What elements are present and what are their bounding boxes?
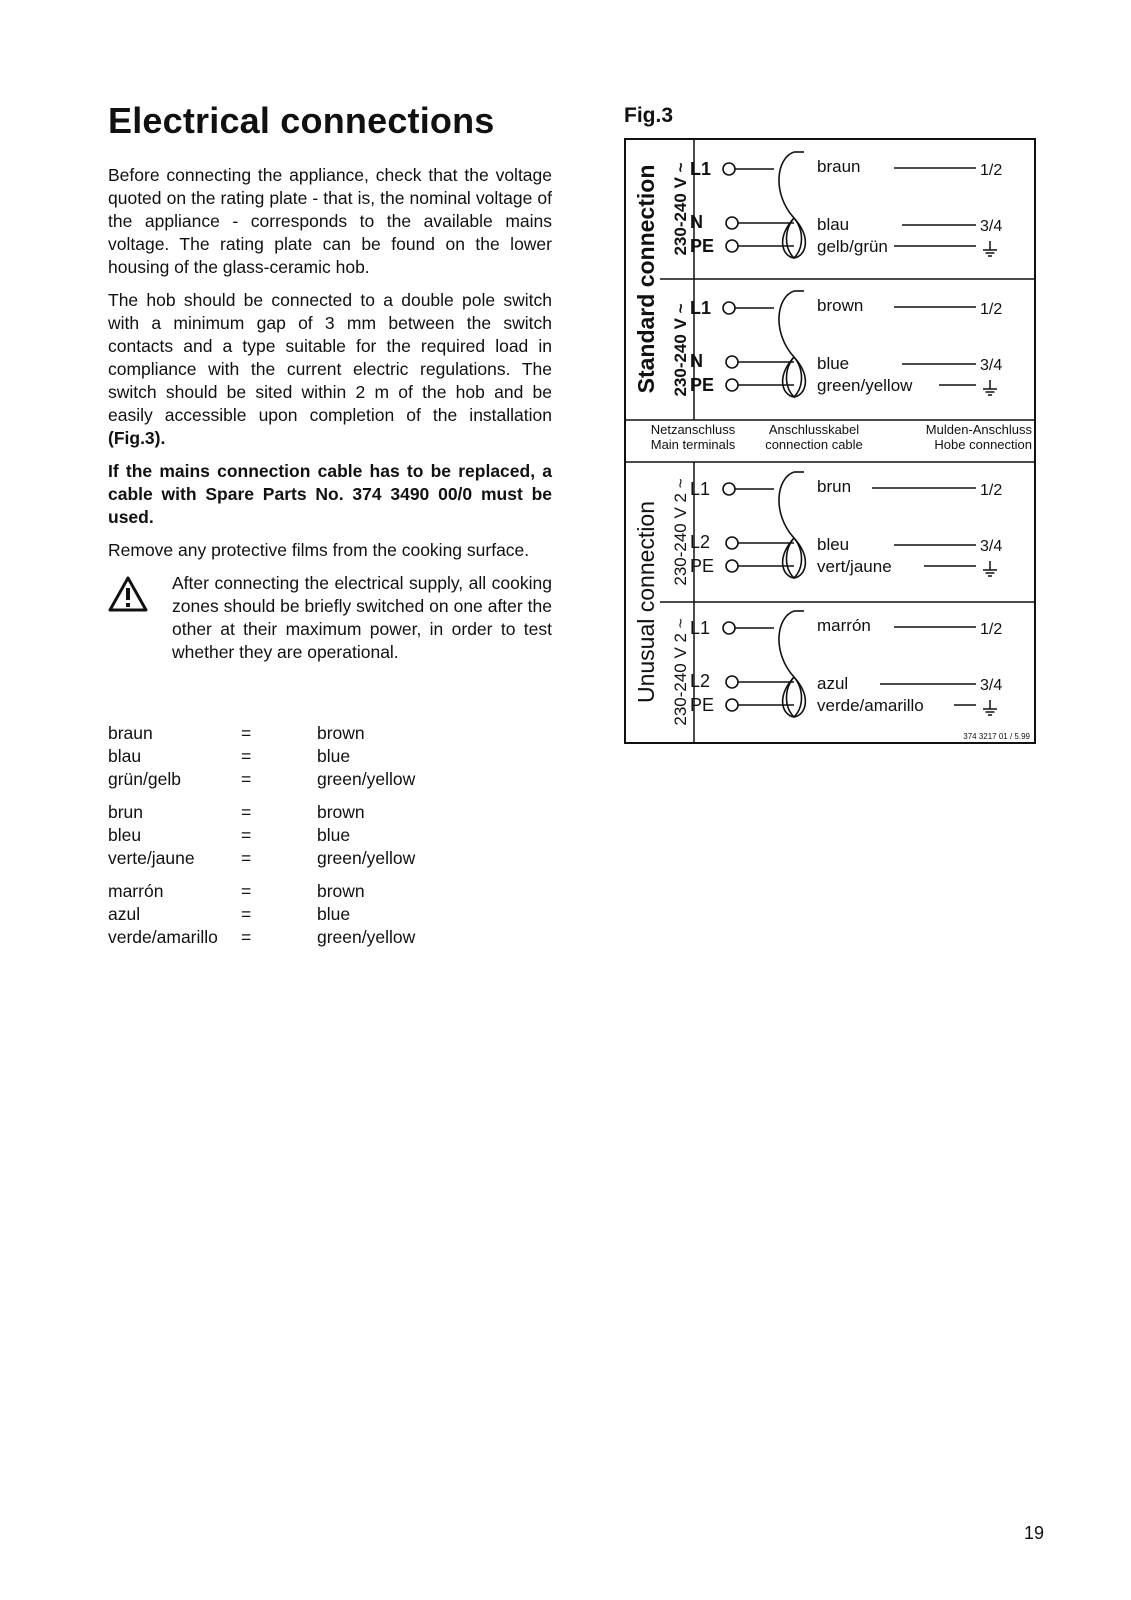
wiring-diagram bbox=[624, 138, 1036, 746]
wire-label: brun bbox=[817, 477, 852, 496]
warning-note bbox=[108, 572, 552, 664]
terminal-label: L1 bbox=[690, 479, 711, 499]
hob-terminal-label: 1/2 bbox=[980, 621, 1003, 638]
glossary-equals: = bbox=[241, 825, 252, 845]
hob-terminal-label: 3/4 bbox=[980, 677, 1003, 694]
glossary-term: bleu bbox=[108, 825, 142, 845]
terminal-circle bbox=[726, 560, 738, 572]
hob-terminal-label: 3/4 bbox=[980, 357, 1003, 374]
earth-symbol-icon bbox=[983, 700, 997, 715]
paragraph-rating-plate: Before connecting the appliance, check that the voltage quoted on the rating plate - that is, the nominal voltage of the appliance - corresponds to the available mains voltage. The rating plate can be found on the lower housing of the glass-ceramic hob. bbox=[108, 165, 552, 277]
terminal-circle bbox=[726, 676, 738, 688]
terminal-label: PE bbox=[690, 695, 715, 715]
wire-label: gelb/grün bbox=[817, 237, 888, 256]
paragraph-double-pole-switch bbox=[108, 289, 552, 450]
glossary-meaning: green/yellow bbox=[317, 769, 416, 789]
glossary-term: braun bbox=[108, 723, 153, 743]
glossary-term: grün/gelb bbox=[108, 769, 181, 789]
drawing-reference-code: 374 3217 01 / 5.99 bbox=[963, 732, 1030, 741]
header-cable-de: Anschlusskabel bbox=[768, 422, 860, 437]
terminal-label: L1 bbox=[690, 159, 712, 179]
terminal-circle bbox=[726, 699, 738, 711]
wire-label: azul bbox=[817, 674, 849, 693]
terminal-label: N bbox=[690, 351, 703, 371]
page-number: 19 bbox=[1024, 1523, 1045, 1543]
glossary-meaning: blue bbox=[317, 825, 351, 845]
wire-label: marrón bbox=[817, 616, 871, 635]
terminal-circle bbox=[723, 302, 735, 314]
glossary-equals: = bbox=[241, 769, 252, 789]
connection-block bbox=[690, 611, 1002, 717]
glossary-term: verte/jaune bbox=[108, 848, 195, 868]
page-title: Electrical connections bbox=[108, 100, 495, 141]
glossary-row bbox=[108, 824, 415, 847]
glossary-meaning: brown bbox=[317, 723, 365, 743]
glossary-equals: = bbox=[241, 723, 252, 743]
header-main-terminals-de: Netzanschluss bbox=[650, 422, 736, 437]
glossary-row bbox=[108, 722, 415, 745]
terminal-circle bbox=[726, 240, 738, 252]
body-text bbox=[108, 164, 552, 674]
voltage-label: 230-240 V ~ bbox=[671, 303, 690, 397]
terminal-label: PE bbox=[690, 236, 715, 256]
wire bbox=[735, 628, 794, 705]
figure-reference: (Fig.3). bbox=[108, 428, 166, 448]
terminal-circle bbox=[726, 537, 738, 549]
hob-terminal-label: 1/2 bbox=[980, 482, 1003, 499]
figure-label: Fig.3 bbox=[624, 104, 674, 127]
terminal-label: L1 bbox=[690, 618, 711, 638]
header-main-terminals-en: Main terminals bbox=[650, 437, 736, 452]
terminal-circle bbox=[723, 483, 735, 495]
terminal-label: L2 bbox=[690, 671, 711, 691]
earth-symbol-icon bbox=[983, 380, 997, 395]
glossary-term: marrón bbox=[108, 881, 164, 901]
connection-block bbox=[690, 152, 1002, 258]
warning-text: After connecting the electrical supply, all cooking zones should be briefly switched on one after the other at their maximum power, in order to test whether they are operational. bbox=[172, 573, 552, 662]
standard-connection-title: Standard connection bbox=[633, 164, 659, 394]
glossary-equals: = bbox=[241, 927, 252, 947]
hob-terminal-label: 3/4 bbox=[980, 538, 1003, 555]
voltage-label: 230-240 V 2 ~ bbox=[671, 478, 690, 586]
voltage-label: 230-240 V 2 ~ bbox=[671, 618, 690, 726]
earth-symbol-icon bbox=[983, 241, 997, 256]
glossary-term: brun bbox=[108, 802, 144, 822]
wire-label: braun bbox=[817, 157, 861, 176]
glossary-equals: = bbox=[241, 848, 252, 868]
earth-symbol-icon bbox=[983, 561, 997, 576]
glossary-meaning: blue bbox=[317, 746, 351, 766]
wire-label: vert/jaune bbox=[817, 557, 892, 576]
terminal-label: PE bbox=[690, 556, 715, 576]
terminal-circle bbox=[726, 356, 738, 368]
warning-triangle-icon bbox=[108, 576, 148, 612]
glossary-equals: = bbox=[241, 881, 252, 901]
glossary-row bbox=[108, 880, 415, 903]
hob-terminal-label: 3/4 bbox=[980, 218, 1003, 235]
wire bbox=[735, 169, 794, 246]
header-hob-en: Hobe connection bbox=[934, 437, 1032, 452]
glossary-meaning: blue bbox=[317, 904, 351, 924]
glossary-row bbox=[108, 903, 415, 926]
terminal-circle bbox=[726, 217, 738, 229]
glossary-meaning: brown bbox=[317, 802, 365, 822]
glossary-equals: = bbox=[241, 904, 252, 924]
hob-terminal-label: 1/2 bbox=[980, 301, 1003, 318]
glossary-row bbox=[108, 745, 415, 768]
glossary-row bbox=[108, 847, 415, 870]
glossary-equals: = bbox=[241, 802, 252, 822]
glossary-row bbox=[108, 768, 415, 791]
hob-terminal-label: 1/2 bbox=[980, 162, 1003, 179]
glossary-row bbox=[108, 926, 415, 949]
terminal-label: L1 bbox=[690, 298, 712, 318]
header-hob-de: Mulden-Anschluss bbox=[925, 422, 1032, 437]
wire-label: bleu bbox=[817, 535, 850, 554]
glossary-meaning: green/yellow bbox=[317, 848, 416, 868]
wire-label: blau bbox=[817, 215, 850, 234]
terminal-circle bbox=[723, 163, 735, 175]
wire-label: green/yellow bbox=[817, 376, 913, 395]
wire-label: verde/amarillo bbox=[817, 696, 924, 715]
voltage-label: 230-240 V ~ bbox=[671, 162, 690, 256]
unusual-connection-title: Unusual connection bbox=[633, 500, 659, 704]
glossary-meaning: brown bbox=[317, 881, 365, 901]
colour-glossary bbox=[108, 722, 415, 949]
connection-block bbox=[690, 472, 1002, 578]
glossary-term: azul bbox=[108, 904, 141, 924]
connection-block bbox=[690, 291, 1002, 397]
glossary-term: blau bbox=[108, 746, 142, 766]
terminal-circle bbox=[723, 622, 735, 634]
glossary-table bbox=[108, 722, 415, 949]
wire bbox=[735, 308, 794, 385]
paragraph-switch-text: The hob should be connected to a double pole switch with a minimum gap of 3 mm between the switch contacts and a type suitable for the required load in compliance with the current electric regulations. The switch should be sited within 2 m of the hob and be easily accessible upon completion of the installation bbox=[108, 290, 552, 425]
header-cable-en: connection cable bbox=[765, 437, 863, 452]
wire-label: blue bbox=[817, 354, 850, 373]
terminal-label: PE bbox=[690, 375, 715, 395]
glossary-equals: = bbox=[241, 746, 252, 766]
wire-label: brown bbox=[817, 296, 864, 315]
paragraph-protective-films: Remove any protective films from the cooking surface. bbox=[108, 540, 530, 560]
glossary-term: verde/amarillo bbox=[108, 927, 218, 947]
paragraph-spare-cable: If the mains connection cable has to be replaced, a cable with Spare Parts No. 374 3490 00/0 must be used. bbox=[108, 461, 552, 527]
glossary-meaning: green/yellow bbox=[317, 927, 416, 947]
terminal-label: L2 bbox=[690, 532, 711, 552]
glossary-row bbox=[108, 801, 415, 824]
terminal-label: N bbox=[690, 212, 703, 232]
terminal-circle bbox=[726, 379, 738, 391]
wire bbox=[735, 489, 794, 566]
